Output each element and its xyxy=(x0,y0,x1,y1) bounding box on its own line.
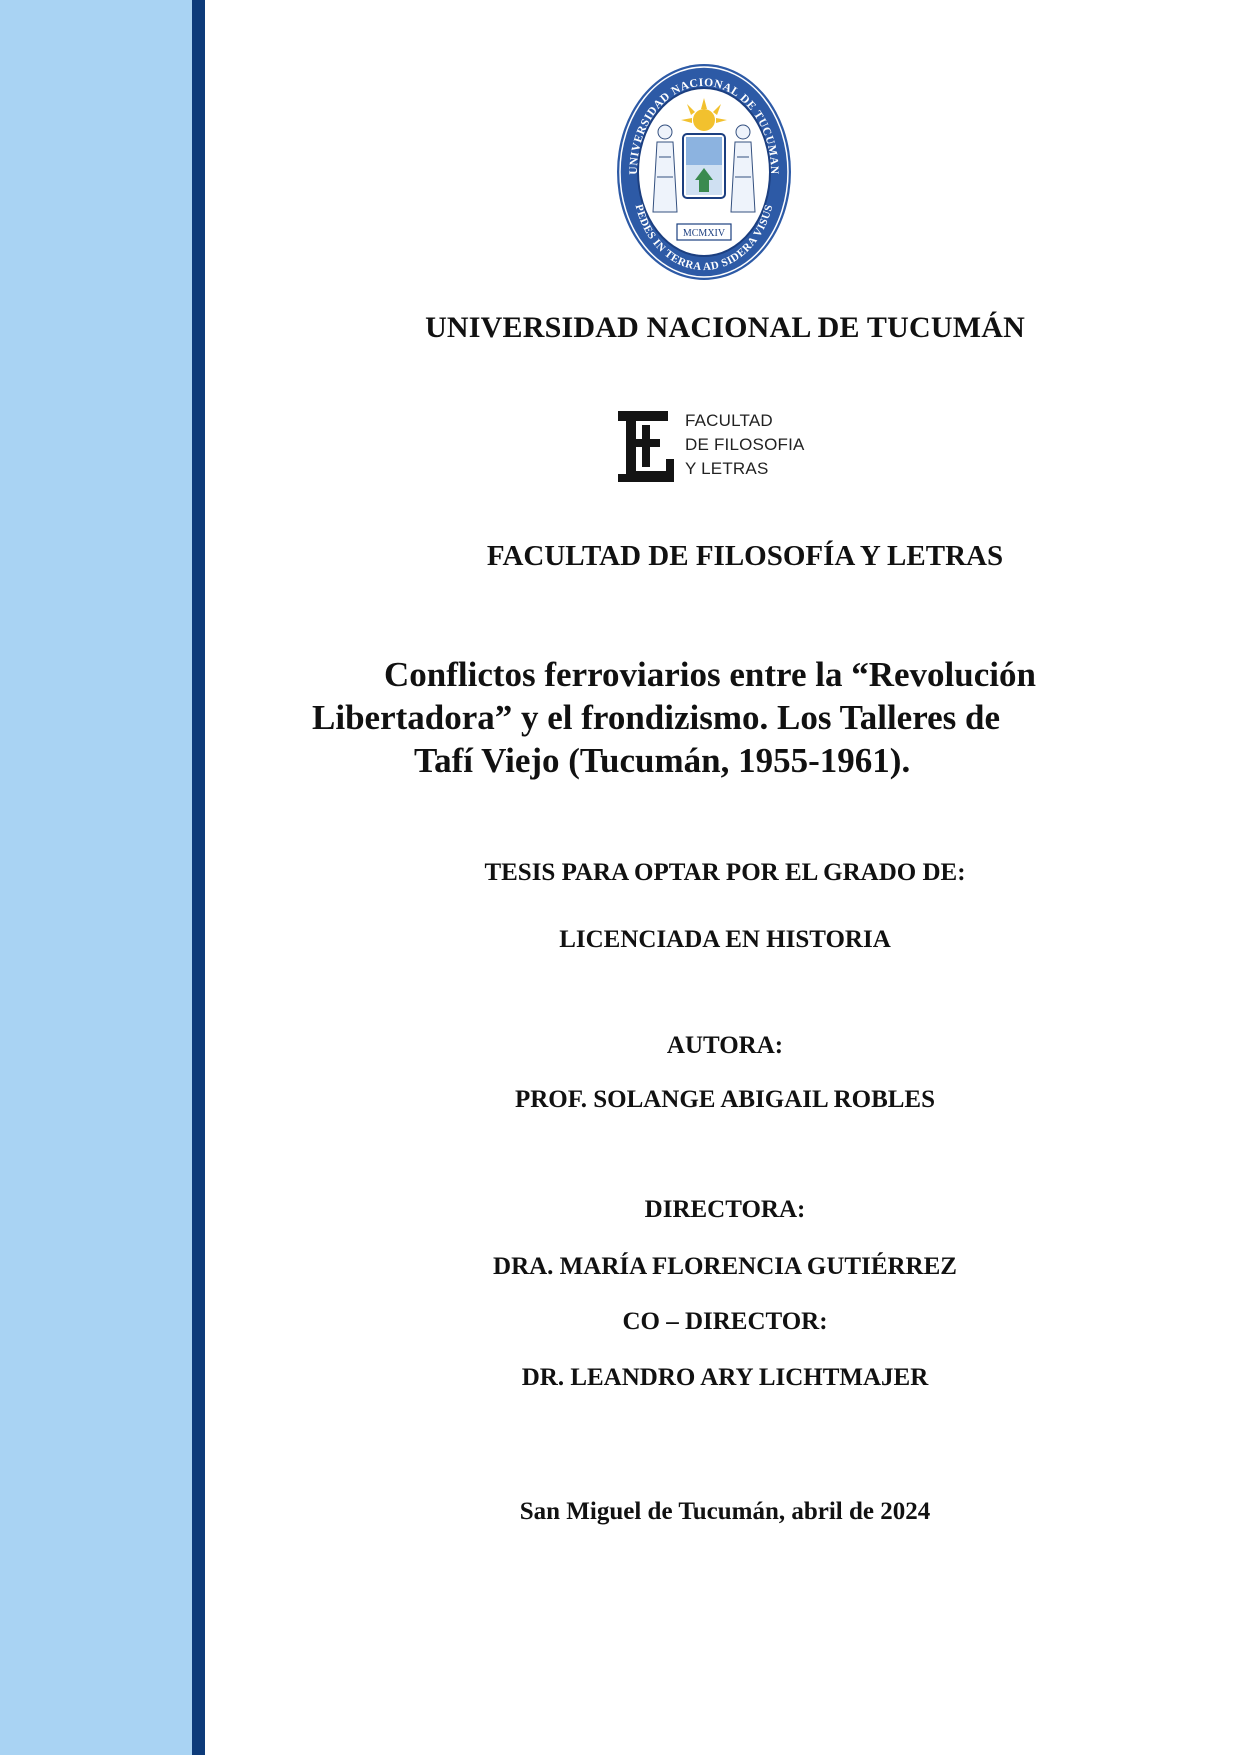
author-label: AUTORA: xyxy=(666,1032,784,1059)
thesis-title-line3: Tafí Viejo (Tucumán, 1955-1961). xyxy=(414,741,911,780)
university-name: UNIVERSIDAD NACIONAL DE TUCUMÁN xyxy=(425,311,1025,344)
degree-value: LICENCIADA EN HISTORIA xyxy=(559,926,891,953)
faculty-name: FACULTAD DE FILOSOFÍA Y LETRAS xyxy=(486,540,1004,572)
thesis-title-line1: Conflictos ferroviarios entre la “Revolución xyxy=(384,655,1036,694)
faculty-logo-line3: Y LETRAS xyxy=(685,459,769,478)
director-label: DIRECTORA: xyxy=(644,1196,806,1223)
author-name: PROF. SOLANGE ABIGAIL ROBLES xyxy=(514,1086,936,1113)
thesis-title-line2: Libertadora” y el frondizismo. Los Talleres de xyxy=(312,698,1001,737)
seal-year: MCMXIV xyxy=(682,228,726,239)
faculty-logo-line2: DE FILOSOFIA xyxy=(685,435,805,454)
place-date: San Miguel de Tucumán, abril de 2024 xyxy=(519,1498,931,1525)
degree-label: TESIS PARA OPTAR POR EL GRADO DE: xyxy=(484,859,966,886)
side-band-decoration xyxy=(0,0,192,1755)
svg-text:UNIVERSIDAD NACIONAL DE TUCUMA: UNIVERSIDAD NACIONAL DE TUCUMAN xyxy=(627,76,781,175)
svg-text:PEDES IN TERRA AD SIDERA VISUS: PEDES IN TERRA AD SIDERA VISUS xyxy=(632,203,776,274)
director-name: DRA. MARÍA FLORENCIA GUTIÉRREZ xyxy=(493,1253,957,1280)
faculty-logo xyxy=(616,409,826,484)
side-line-decoration xyxy=(192,0,205,1755)
faculty-logo-line1: FACULTAD xyxy=(685,411,773,430)
faculty-logo-mark xyxy=(616,409,684,484)
co-director-name: DR. LEANDRO ARY LICHTMAJER xyxy=(521,1364,929,1391)
co-director-label: CO – DIRECTOR: xyxy=(622,1308,828,1335)
university-seal-logo xyxy=(615,62,793,282)
